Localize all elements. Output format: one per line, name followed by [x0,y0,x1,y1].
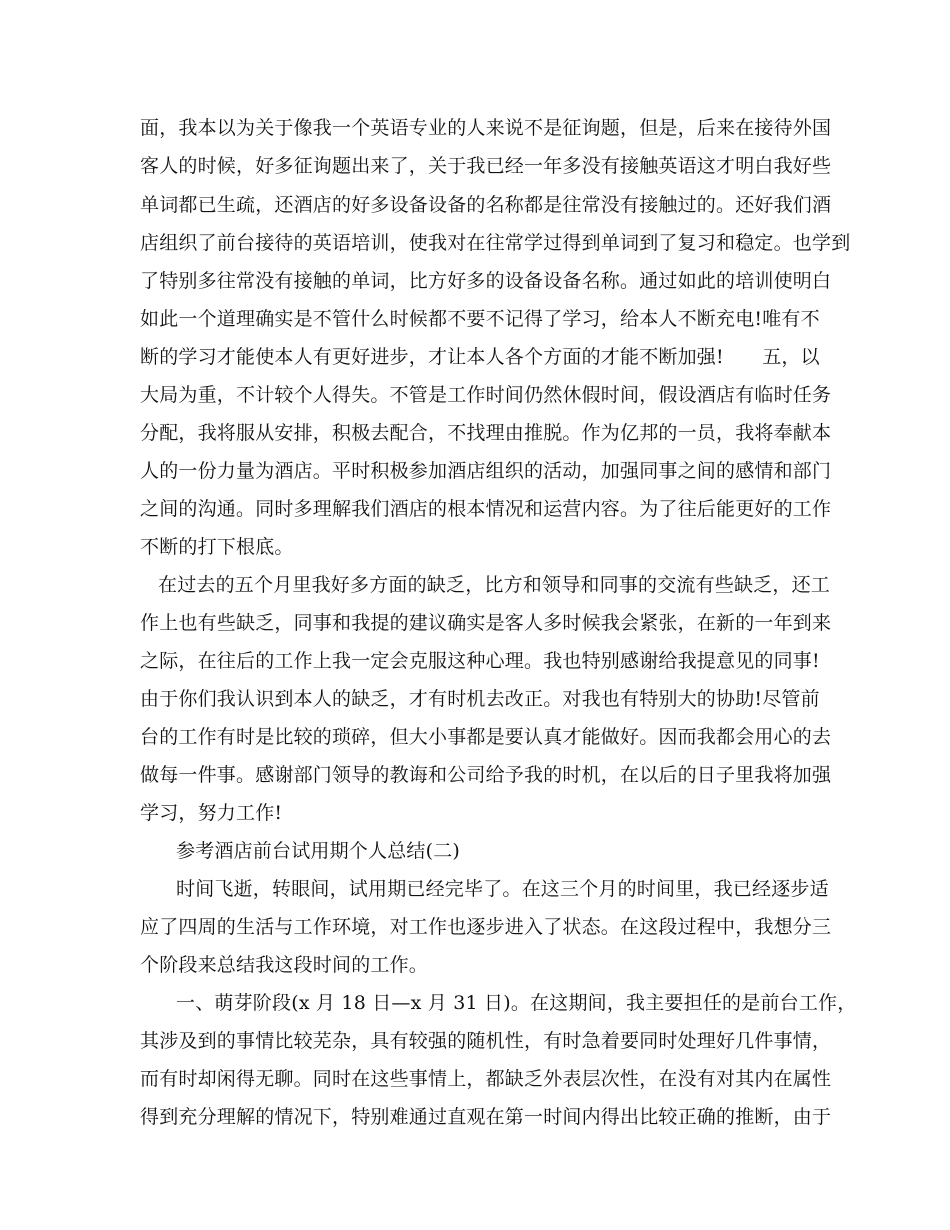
text-line: 面，我本以为关于像我一个英语专业的人来说不是征询题，但是，后来在接待外国 [140,117,832,139]
text-line: 得到充分理解的情况下，特别难通过直观在第一时间内得出比较正确的推断，由于 [140,1106,832,1128]
text-line: 由于你们我认识到本人的缺乏，才有时机去改正。对我也有特别大的协助!尽管前 [140,688,820,710]
text-line: 学习，努力工作! [140,802,283,824]
paragraph-start-line: 在过去的五个月里我好多方面的缺乏，比方和领导和同事的交流有些缺乏，还工 [158,574,831,596]
text-line: 店组织了前台接待的英语培训，使我对在往常学过得到单词到了复习和稳定。也学到 [140,232,851,254]
text-line: 而有时却闲得无聊。同时在这些事情上，都缺乏外表层次性，在没有对其内在属性 [140,1068,832,1090]
text-line: 分配，我将服从安排，积极去配合，不找理由推脱。作为亿邦的一员，我将奉献本 [140,422,832,444]
text-line: 不断的打下根底。 [140,536,294,558]
text-line: 台的工作有时是比较的琐碎，但大小事都是要认真才能做好。因而我都会用心的去 [140,726,832,748]
paragraph-start-line: 一、萌芽阶段(x 月 18 日—x 月 31 日)。在这期间，我主要担任的是前台工作， [176,992,857,1014]
text-line: 人的一份力量为酒店。平时积极参加酒店组织的活动，加强同事之间的感情和部门 [140,460,832,482]
paragraph-start-line: 时间飞逝，转眼间，试用期已经完毕了。在这三个月的时间里，我已经逐步适 [176,878,829,900]
text-line: 做每一件事。感谢部门领导的教诲和公司给予我的时机，在以后的日子里我将加强 [140,764,832,786]
text-line: 客人的时候，好多征询题出来了，关于我已经一年多没有接触英语这才明白我好些 [140,155,832,177]
text-line: 个阶段来总结我这段时间的工作。 [140,954,429,976]
text-line: 作上也有些缺乏，同事和我提的建议确实是客人多时候我会紧张，在新的一年到来 [140,612,832,634]
text-line: 之际，在往后的工作上我一定会克服这种心理。我也特别感谢给我提意见的同事! [140,650,820,672]
text-line: 其涉及到的事情比较芜杂，具有较强的随机性，有时急着要同时处理好几件事情， [140,1030,832,1052]
text-line: 了特别多往常没有接触的单词，比方好多的设备设备名称。通过如此的培训使明白 [140,270,832,292]
text-line: 应了四周的生活与工作环境，对工作也逐步进入了状态。在这段过程中，我想分三 [140,916,832,938]
text-line: 大局为重，不计较个人得失。不管是工作时间仍然休假时间，假设酒店有临时任务 [140,384,832,406]
text-line: 断的学习才能使本人有更好进步，才让本人各个方面的才能不断加强! 五，以 [140,346,820,368]
text-line: 单词都已生疏，还酒店的好多设备设备的名称都是往常没有接触过的。还好我们酒 [140,194,832,216]
text-line: 之间的沟通。同时多理解我们酒店的根本情况和运营内容。为了往后能更好的工作 [140,498,832,520]
section-heading: 参考酒店前台试用期个人总结(二) [176,840,461,862]
text-line: 如此一个道理确实是不管什么时候都不要不记得了学习，给本人不断充电!唯有不 [140,308,820,330]
